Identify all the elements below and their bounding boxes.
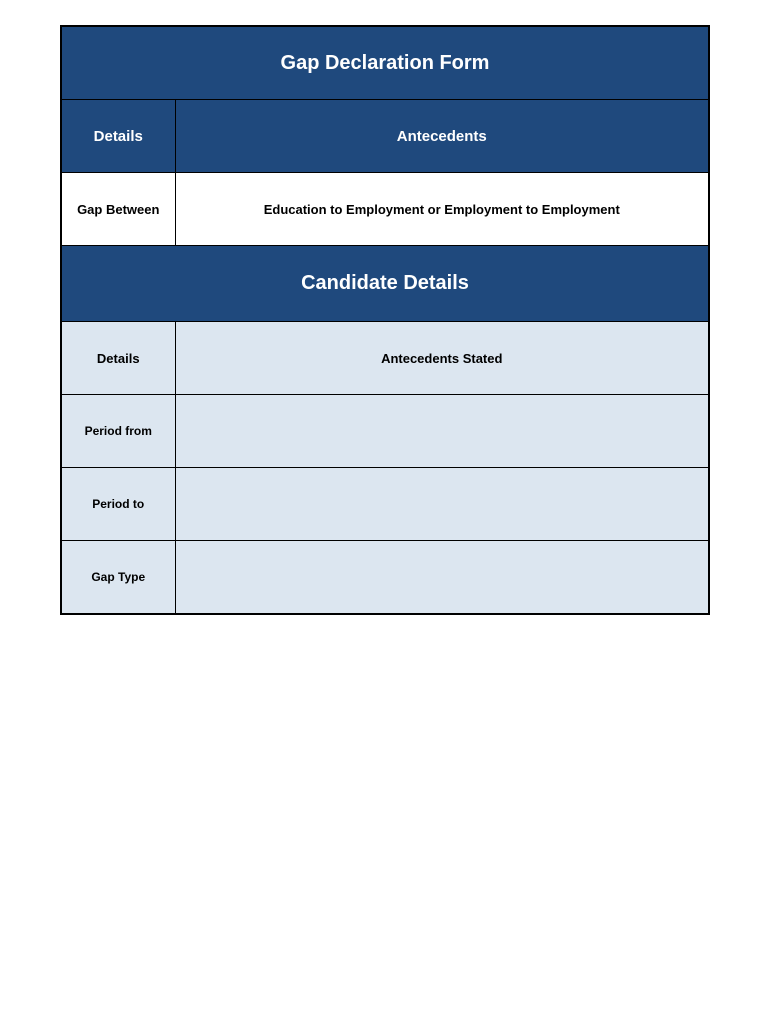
- period-from-value[interactable]: [175, 395, 709, 468]
- candidate-section-row: [61, 246, 709, 322]
- gap-between-row: [61, 173, 709, 246]
- form-title-row: [61, 26, 709, 100]
- gap-between-value: Education to Employment or Employment to Employment: [175, 173, 709, 246]
- period-to-label: Period to: [61, 468, 175, 541]
- candidate-header-row: [61, 322, 709, 395]
- form-title: Gap Declaration Form: [61, 26, 709, 100]
- period-from-row: [61, 395, 709, 468]
- details-header: Details: [61, 100, 175, 173]
- period-to-value[interactable]: [175, 468, 709, 541]
- candidate-details-title: Candidate Details: [61, 246, 709, 322]
- period-from-label: Period from: [61, 395, 175, 468]
- period-to-row: [61, 468, 709, 541]
- gap-type-label: Gap Type: [61, 541, 175, 615]
- gap-type-value[interactable]: [175, 541, 709, 615]
- gap-between-label: Gap Between: [61, 173, 175, 246]
- form-header-row: [61, 100, 709, 173]
- candidate-details-header: Details: [61, 322, 175, 395]
- antecedents-stated-header: Antecedents Stated: [175, 322, 709, 395]
- gap-declaration-table: [60, 25, 710, 615]
- gap-type-row: [61, 541, 709, 615]
- antecedents-header: Antecedents: [175, 100, 709, 173]
